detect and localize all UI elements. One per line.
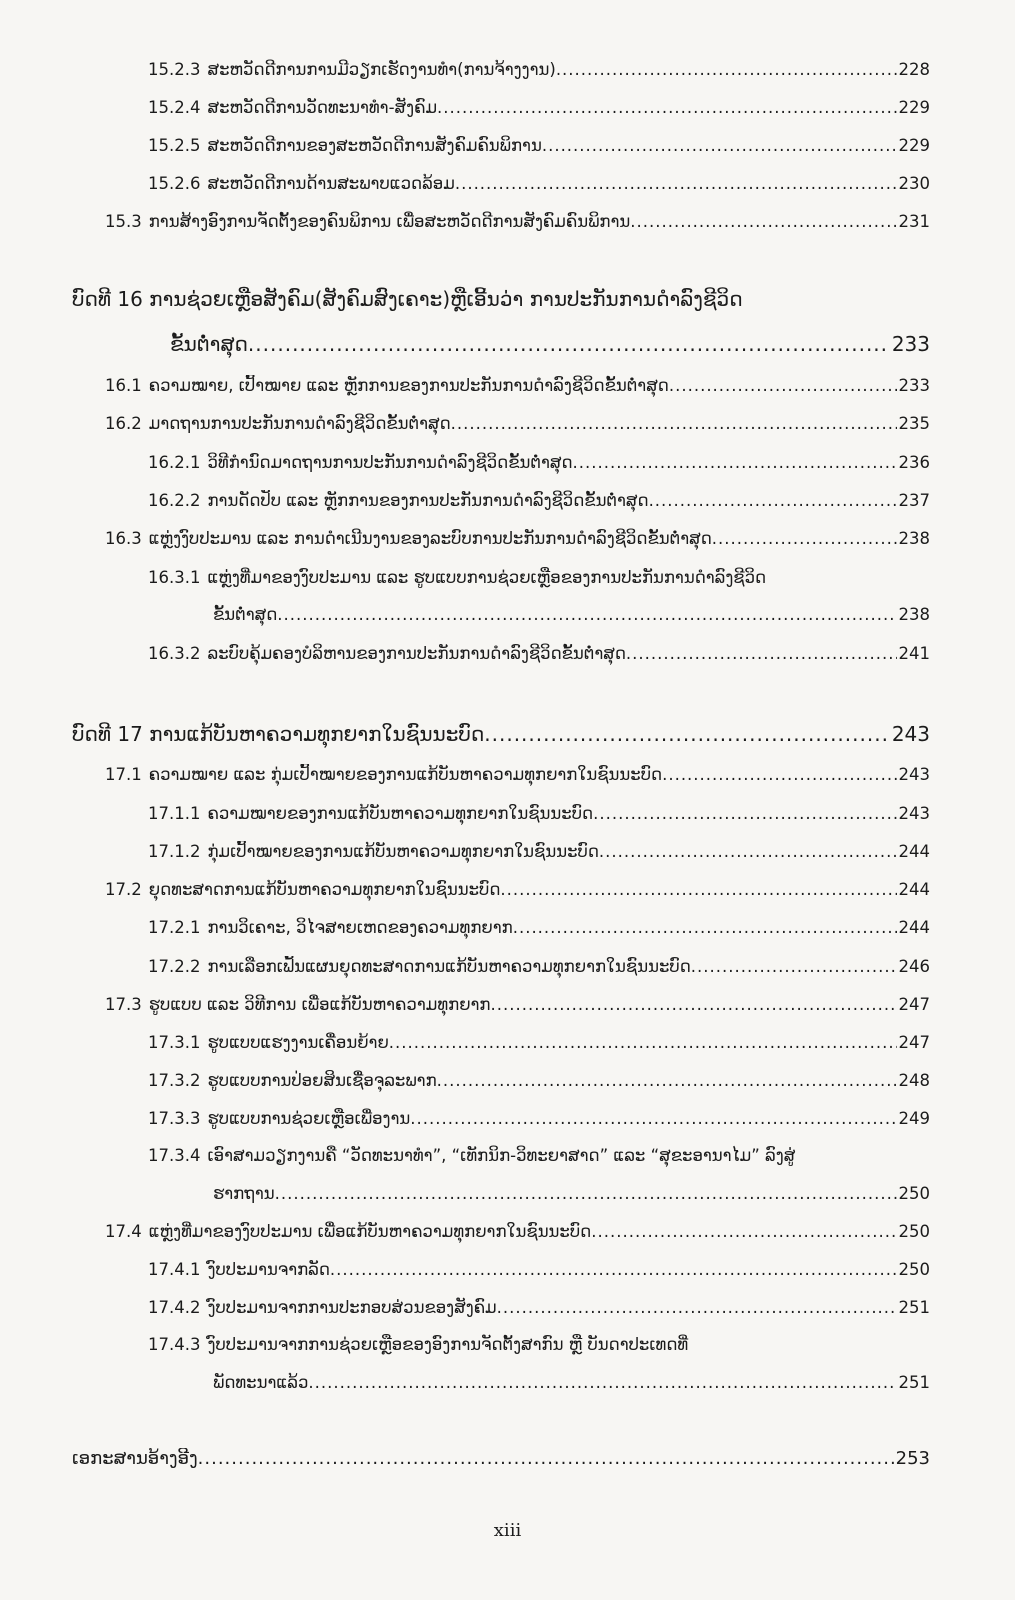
page-number: 236 (898, 453, 930, 472)
section-title: ເອົາສາມວຽກງານຄື “ວັດທະນາທຳ”, “ເທັກນິກ-ວິທະຍາສາດ” ແລະ “ສຸຂະອານາໄມ” ລົງສູ່ (207, 1146, 796, 1165)
section-number: 17.1.2 (148, 842, 201, 861)
page-number: 250 (898, 1260, 930, 1279)
page-number: 241 (898, 644, 930, 663)
section-number: 16.1 (105, 376, 142, 395)
section-number: 17.3.2 (148, 1071, 201, 1090)
section-number: 17.3.4 (148, 1146, 201, 1165)
toc-entry-15-2-4 (148, 97, 930, 119)
section-title: ພັດທະນາແລ້ວ (213, 1373, 309, 1392)
section-title: ຍຸດທະສາດການແກ້ບັນຫາຄວາມທຸກຍາກໃນຊົນນະບົດ (148, 880, 501, 899)
page-number: 244 (898, 842, 930, 861)
section-title: ຄວາມໝາຍຂອງການແກ້ບັນຫາຄວາມທຸກຍາກໃນຊົນນະບົດ (207, 804, 594, 823)
dot-leader (198, 1448, 894, 1470)
section-title: ງົບປະມານຈາກລັດ (207, 1260, 330, 1279)
dot-leader (599, 841, 897, 863)
page-number: 231 (898, 212, 930, 231)
section-number: 17.4.2 (148, 1298, 201, 1317)
section-title: ກຸ່ມເປົ້າໝາຍຂອງການແກ້ບັນຫາຄວາມທຸກຍາກໃນຊົນນະບົດ (207, 842, 599, 861)
page-number: 243 (898, 804, 930, 823)
section-title: ຮູບແບບການປ່ອຍສິນເຊື່ອຈຸລະພາກ (207, 1071, 437, 1090)
toc-entry-17-4-1 (148, 1259, 930, 1281)
dot-leader (591, 1221, 896, 1243)
page-number: 233 (891, 332, 930, 356)
page-number: 238 (898, 605, 930, 624)
toc-entry-17-4 (105, 1221, 930, 1243)
toc-entry-17-1 (105, 764, 930, 786)
section-number: 17.1.1 (148, 804, 201, 823)
page-number: 233 (898, 376, 930, 395)
toc-entry-references (72, 1448, 930, 1470)
dot-leader (248, 330, 890, 358)
section-title: ການດັດປັບ ແລະ ຫຼັກການຂອງການປະກັນການດຳລົງຊີວິດຂັ້ນຕ່ຳສຸດ (207, 491, 649, 510)
section-title: ຮູບແບບ ແລະ ວິທີການ ເພື່ອແກ້ບັນຫາຄວາມທຸກຍາກ (148, 995, 491, 1014)
dot-leader (410, 1108, 896, 1130)
dot-leader (542, 135, 897, 157)
dot-leader (437, 1070, 897, 1092)
dot-leader (662, 764, 896, 786)
dot-leader (556, 59, 897, 81)
section-number: 17.1 (105, 765, 142, 784)
section-title: ເອກະສານອ້າງອີງ (72, 1448, 198, 1469)
section-title: ການວິເຄາະ, ວິໄຈສາຍເຫດຂອງຄວາມທຸກຍາກ (207, 918, 513, 937)
section-title: ສະຫວັດດີການວັດທະນາທຳ-ສັງຄົມ (207, 98, 438, 117)
toc-entry-16-3-1 (148, 567, 766, 589)
section-title: ວິທີກຳນົດມາດຖານການປະກັນການດຳລົງຊີວິດຂັ້ນຕ່ຳສຸດ (207, 453, 573, 472)
toc-entry-17-2 (105, 879, 930, 901)
section-number: 16.3.1 (148, 568, 201, 587)
section-title: ມາດຖານການປະກັນການດຳລົງຊີວິດຂັ້ນຕ່ຳສຸດ (148, 414, 451, 433)
page-number: 237 (898, 491, 930, 510)
dot-leader (484, 720, 890, 748)
page-number: 246 (898, 957, 930, 976)
section-number: 16.2.1 (148, 453, 201, 472)
page-number: 229 (898, 136, 930, 155)
page-folio: xiii (493, 1520, 522, 1541)
toc-entry-15-3 (105, 211, 930, 233)
dot-leader (500, 879, 896, 901)
page-number: 243 (898, 765, 930, 784)
dot-leader (573, 452, 897, 474)
page-number: 253 (895, 1448, 930, 1469)
section-number: 17.3.1 (148, 1033, 201, 1052)
dot-leader (308, 1372, 896, 1394)
dot-leader (330, 1259, 897, 1281)
section-title: ຮູບແບບແຮງງານເຄື່ອນຍ້າຍ (207, 1033, 389, 1052)
section-title: ຮາກຖານ (213, 1184, 275, 1203)
toc-entry-17-1-1 (148, 803, 930, 825)
dot-leader (630, 211, 896, 233)
section-number: 17.4.1 (148, 1260, 201, 1279)
toc-entry-17-4-3 (148, 1334, 688, 1356)
toc-entry-16-3-1-continued (213, 604, 930, 626)
toc-entry-17-3-4 (148, 1145, 795, 1167)
section-number: 17.3 (105, 995, 142, 1014)
page-number: 228 (898, 60, 930, 79)
section-title: ຄວາມໝາຍ ແລະ ກຸ່ມເປົ້າໝາຍຂອງການແກ້ບັນຫາຄວາມທຸກຍາກໃນຊົນນະບົດ (148, 765, 663, 784)
section-title: ຂັ້ນຕ່ຳສຸດ (213, 605, 278, 624)
page-number: 248 (898, 1071, 930, 1090)
section-title: ລະບົບຄຸ້ມຄອງບໍລິຫານຂອງການປະກັນການດຳລົງຊີວິດຂັ້ນຕ່ຳສຸດ (207, 644, 626, 663)
toc-entry-17-2-1 (148, 917, 930, 939)
dot-leader (451, 413, 897, 435)
page-number: 251 (898, 1298, 930, 1317)
section-title: ບົດທີ 17 ການແກ້ບັນຫາຄວາມທຸກຍາກໃນຊົນນະບົດ (72, 722, 485, 746)
section-number: 17.2 (105, 880, 142, 899)
section-title: ແຫຼ່ງທີ່ມາຂອງງົບປະມານ ແລະ ຮູບແບບການຊ່ວຍເຫຼືອຂອງການປະກັນການດຳລົງຊີວິດ (207, 568, 767, 587)
page-number: 244 (898, 918, 930, 937)
page-number: 235 (898, 414, 930, 433)
section-number: 17.2.2 (148, 957, 201, 976)
section-title: ການສ້າງອົງການຈັດຕັ້ງຂອງຄົນພິການ ເພື່ອສະຫວັດດີການສັງຄົມຄົນພິການ (148, 212, 631, 231)
section-number: 15.2.4 (148, 98, 201, 117)
dot-leader (275, 1183, 897, 1205)
toc-entry-16-2-2 (148, 490, 930, 512)
toc-entry-17-3-1 (148, 1032, 930, 1054)
dot-leader (389, 1032, 897, 1054)
dot-leader (513, 917, 897, 939)
chapter-17-title (72, 720, 930, 748)
section-number: 17.4 (105, 1222, 142, 1241)
section-number: 16.3.2 (148, 644, 201, 663)
page-number: 229 (898, 98, 930, 117)
dot-leader (277, 604, 896, 626)
page-number: 247 (898, 1033, 930, 1052)
page-number: 250 (898, 1222, 930, 1241)
dot-leader (437, 97, 896, 119)
section-title: ແຫຼ່ງງົບປະມານ ແລະ ການດຳເນີນງານຂອງລະບົບການປະກັນການດຳລົງຊີວິດຂັ້ນຕ່ຳສຸດ (148, 529, 712, 548)
toc-entry-15-2-5 (148, 135, 930, 157)
page-number: 251 (898, 1373, 930, 1392)
toc-entry-17-3-3 (148, 1108, 930, 1130)
section-number: 16.2 (105, 414, 142, 433)
toc-entry-17-4-2 (148, 1297, 930, 1319)
toc-entry-15-2-6 (148, 173, 930, 195)
dot-leader (669, 375, 897, 397)
toc-entry-16-2 (105, 413, 930, 435)
section-number: 15.2.6 (148, 174, 201, 193)
dot-leader (491, 994, 897, 1016)
toc-entry-17-2-2 (148, 956, 930, 978)
section-number: 15.2.3 (148, 60, 201, 79)
toc-entry-17-3 (105, 994, 930, 1016)
section-title: ແຫຼ່ງທີ່ມາຂອງງົບປະມານ ເພື່ອແກ້ບັນຫາຄວາມທຸກຍາກໃນຊົນນະບົດ (148, 1222, 592, 1241)
chapter-16-title: ບົດທີ 16 ການຊ່ວຍເຫຼືອສັງຄົມ(ສັງຄົມສົງເຄາະ)ຫຼືເອີ້ນວ່າ ການປະກັນການດຳລົງຊີວິດ (72, 287, 743, 311)
section-title: ງົບປະມານຈາກການປະກອບສ່ວນຂອງສັງຄົມ (207, 1298, 497, 1317)
dot-leader (497, 1297, 897, 1319)
page-number: 247 (898, 995, 930, 1014)
page-number: 238 (898, 529, 930, 548)
page-number: 250 (898, 1184, 930, 1203)
section-title: ງົບປະມານຈາກການຊ່ວຍເຫຼືອຂອງອົງການຈັດຕັ້ງສາກົນ ຫຼື ບັນດາປະເທດທີ່ (207, 1335, 689, 1354)
section-title: ຂັ້ນຕ່ຳສຸດ (170, 332, 248, 356)
section-number: 15.2.5 (148, 136, 201, 155)
dot-leader (649, 490, 897, 512)
toc-entry-17-4-3-continued (213, 1372, 930, 1394)
section-number: 16.2.2 (148, 491, 201, 510)
toc-entry-16-2-1 (148, 452, 930, 474)
toc-entry-17-3-2 (148, 1070, 930, 1092)
page-number: 243 (891, 722, 930, 746)
toc-entry-16-3 (105, 528, 930, 550)
toc-entry-17-1-2 (148, 841, 930, 863)
toc-entry-15-2-3 (148, 59, 930, 81)
dot-leader (455, 173, 897, 195)
section-number: 15.3 (105, 212, 142, 231)
toc-entry-17-3-4-continued (213, 1183, 930, 1205)
section-number: 17.2.1 (148, 918, 201, 937)
chapter-16-title-continued (170, 330, 930, 358)
page-number: 244 (898, 880, 930, 899)
dot-leader (691, 956, 897, 978)
toc-entry-16-1 (105, 375, 930, 397)
section-number: 17.3.3 (148, 1109, 201, 1128)
section-title: ຄວາມໝາຍ, ເປົ້າໝາຍ ແລະ ຫຼັກການຂອງການປະກັນການດຳລົງຊີວິດຂັ້ນຕ່ຳສຸດ (148, 376, 669, 395)
section-title: ຮູບແບບການຊ່ວຍເຫຼືອເພື່ອງານ (207, 1109, 411, 1128)
dot-leader (712, 528, 897, 550)
section-title: ສະຫວັດດີການການມີວຽກເຮັດງານທຳ(ການຈ້າງງານ) (207, 60, 556, 79)
page-number: 249 (898, 1109, 930, 1128)
dot-leader (626, 643, 897, 665)
section-title: ສະຫວັດດີການດ້ານສະພາບແວດລ້ອມ (207, 174, 455, 193)
dot-leader (593, 803, 896, 825)
section-number: 16.3 (105, 529, 142, 548)
page-number: 230 (898, 174, 930, 193)
section-title: ສະຫວັດດີການຂອງສະຫວັດດີການສັງຄົມຄົນພິການ (207, 136, 542, 155)
section-number: 17.4.3 (148, 1335, 201, 1354)
toc-entry-16-3-2 (148, 643, 930, 665)
section-title: ການເລືອກເຟັ້ນແຜນຍຸດທະສາດການແກ້ບັນຫາຄວາມທຸກຍາກໃນຊົນນະບົດ (207, 957, 691, 976)
